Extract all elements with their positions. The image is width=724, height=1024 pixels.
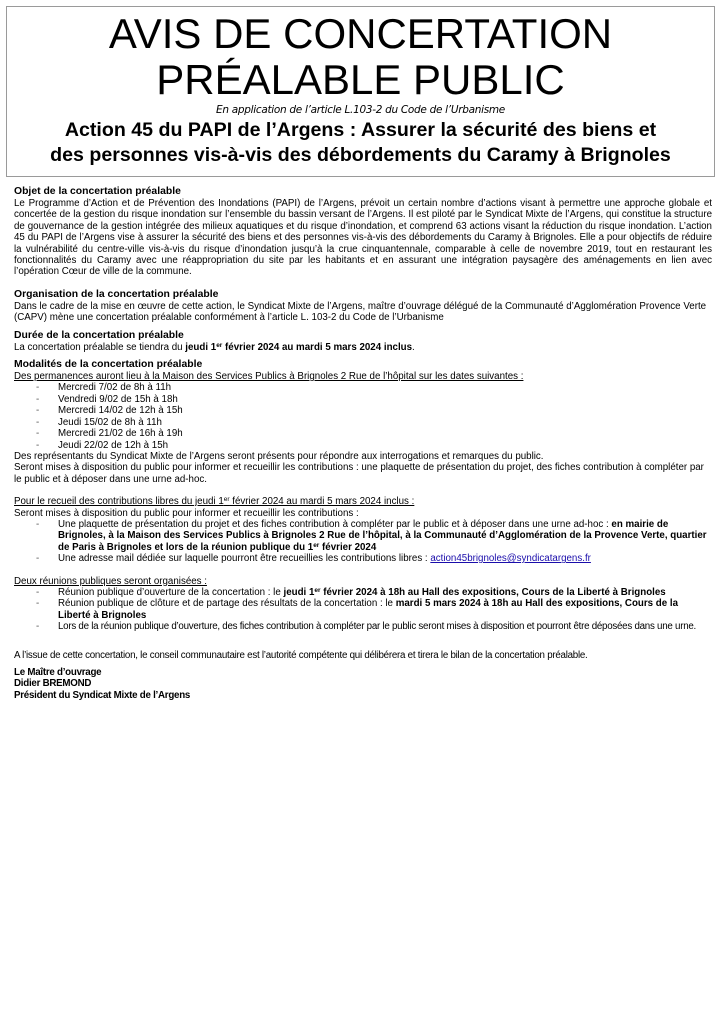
reunion-item-cloture: - Réunion publique de clôture et de partage des résultats de la concertation : le mardi 5 mars 2024 à 18h au Hall des expositions, Cours de la Liberté à Brignoles — [36, 598, 679, 621]
notice-body — [14, 186, 712, 701]
recueil-intro: Pour le recueil des contributions libres du jeudi 1er février 2024 au mardi 5 mars 2024 inclus : — [14, 496, 415, 508]
objet-heading: Objet de la concertation préalable — [14, 186, 181, 197]
recueil-list — [14, 519, 712, 565]
duree-start-date: jeudi 1er février 2024 au mardi 5 mars 2024 inclus — [185, 341, 413, 353]
reunion-item-fiches: - Lors de la réunion publique d’ouverture, des fiches contribution à compléter par le public seront mises à disposition et pourront être déposées dans une urne. — [36, 621, 696, 633]
permanence-item: - Jeudi 15/02 de 8h à 11h — [36, 416, 162, 428]
title-line-1: AVIS DE CONCERTATION — [108, 10, 613, 57]
contact-email-link[interactable]: action45brignoles@syndicatargens.fr — [430, 553, 591, 565]
permanences-list — [14, 382, 712, 450]
signature-title: Le Maître d’ouvrage — [14, 667, 102, 678]
permanences-intro: Des permanences auront lieu à la Maison des Services Publics à Brignoles 2 Rue de l’hôpital sur les dates suivantes : — [14, 371, 524, 383]
duree-heading: Durée de la concertation préalable — [14, 329, 184, 341]
organisation-heading: Organisation de la concertation préalable — [14, 288, 219, 300]
duree-prefix: La concertation préalable se tiendra du — [14, 341, 186, 353]
duree-text — [14, 342, 712, 353]
action-title-line-2: des personnes vis-à-vis des débordements du Caramy à Brignoles — [50, 144, 671, 166]
recueil-mises-disposition: Seront mises à disposition du public pour informer et recueillir les contributions : — [14, 507, 359, 519]
permanence-item: - Mercredi 21/02 de 16h à 19h — [36, 428, 183, 440]
signature-name: Didier BREMOND — [14, 678, 92, 690]
modalites-heading: Modalités de la concertation préalable — [14, 359, 203, 371]
signature-role: Président du Syndicat Mixte de l’Argens — [14, 689, 191, 701]
legal-reference: En application de l’article L.103-2 du Code de l’Urbanisme — [216, 104, 505, 116]
recueil-item-email: - Une adresse mail dédiée sur laquelle pourront être recueillies les contributions libres : action45brignoles@syndicatargens.fr — [36, 553, 591, 565]
conclusion-text: A l’issue de cette concertation, le conseil communautaire est l’autorité compétente qui délibérera et tirera le bilan de la concertation préalable. — [14, 649, 588, 661]
objet-text: Le Programme d’Action et de Prévention des Inondations (PAPI) de l’Argens, prévoit un certain nombre d’actions visant à permettre une approche globale et concertée de la gestion du risque inondation sur l’ensemble du bassin versant de l’Argens. Il est piloté par le Syndicat Mixte de l’Argens, qui constitue la structure de gouvernance de la gestion intégrée des milieux aquatiques et du risque d’inondation, et comprend 63 actions visant la réduction du risque inondation. L’action 45 du PAPI de l’Argens vise à assurer la sécurité des biens et des personnes vis-à-vis des débordements du Caramy à Brignoles. Elle a pour objectifs de réduire la vulnérabilité du centre-ville vis-à-vis du risque d’inondation jusqu’à la crue cinquantennale, comparable à celle de novembre 2019, tout en restaurant les fonctionnalités du Caramy avec une réappropriation du site par les habitants et en assurant une intégration paysagère des aménagements en lien avec l’opération Cœur de ville de la commune. — [14, 198, 712, 278]
reunions-list — [14, 587, 712, 633]
title-line-2: PRÉALABLE PUBLIC — [156, 56, 565, 103]
title-box — [6, 6, 715, 177]
permanence-item: - Jeudi 22/02 de 12h à 15h — [36, 439, 169, 451]
reunions-intro: Deux réunions publiques seront organisées : — [14, 575, 207, 587]
representants-text: Des représentants du Syndicat Mixte de l’Argens seront présents pour répondre aux interrogations et remarques du public. — [14, 450, 544, 462]
recueil-item-plaquette: - Une plaquette de présentation du projet et des fiches contribution à compléter par le public et à déposer dans une urne ad-hoc : en mairie de Brignoles, à la Maison des Services Publics à Brignoles 2 Rue de l’hôpital, à la Communauté d’Agglomération de la Provence Verte, quartier de Paris à Brignoles et lors de la réunion publique du 1er février 2024 — [36, 518, 707, 553]
mises-disposition-text: Seront mises à disposition du public pour informer et recueillir les contributions : une plaquette de présentation du projet, des fiches contribution à compléter par le public et à déposer dans une urne ad-hoc. — [14, 462, 704, 485]
duree-suffix: . — [412, 341, 415, 353]
organisation-text: Dans le cadre de la mise en œuvre de cette action, le Syndicat Mixte de l’Argens, maître d’ouvrage délégué de la Communauté d’Agglomération Provence Verte (CAPV) mène une concertation préalable conformément à l’article L. 103-2 du Code de l’Urbanisme — [14, 300, 707, 324]
permanence-item: - Mercredi 14/02 de 12h à 15h — [36, 405, 183, 417]
permanence-item: - Mercredi 7/02 de 8h à 11h — [36, 382, 172, 394]
reunion-item-ouverture: - Réunion publique d’ouverture de la concertation : le jeudi 1er février 2024 à 18h au Hall des expositions, Cours de la Liberté à Brignoles — [36, 586, 666, 598]
permanence-item: - Vendredi 9/02 de 15h à 18h — [36, 393, 178, 405]
action-title-line-1: Action 45 du PAPI de l’Argens : Assurer la sécurité des biens et — [64, 119, 657, 141]
